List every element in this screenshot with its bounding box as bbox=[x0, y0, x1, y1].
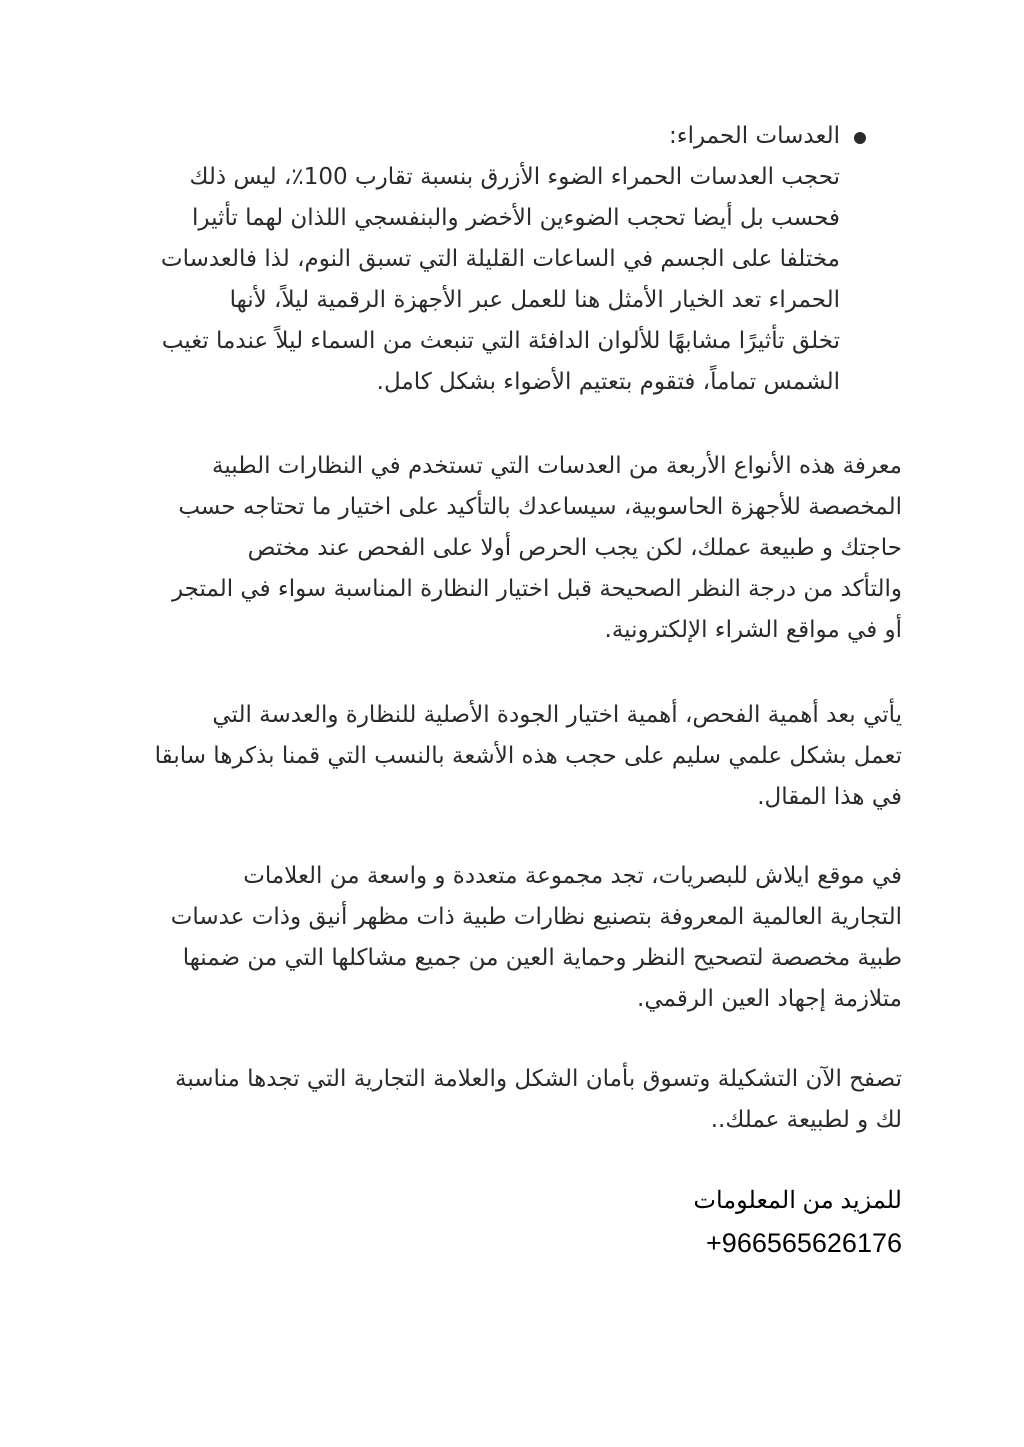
paragraph-line: المخصصة للأجهزة الحاسوبية، سيساعدك بالتأكيد على اختيار ما تحتاجه حسب bbox=[178, 494, 902, 520]
contact-phone[interactable]: +966565626176 bbox=[706, 1228, 902, 1258]
bullet-line: تخلق تأثيرًا مشابهًا للألوان الدافئة التي تنبعث من السماء ليلاً عندما تغيب bbox=[161, 328, 840, 354]
bullet-heading bbox=[120, 116, 840, 157]
paragraph-line: لك و لطبيعة عملك.. bbox=[710, 1107, 902, 1133]
paragraph-lens-types bbox=[102, 446, 902, 651]
bullet-line: تحجب العدسات الحمراء الضوء الأزرق بنسبة تقارب 100٪، ليس ذلك bbox=[189, 164, 840, 190]
paragraph-line: معرفة هذه الأنواع الأربعة من العدسات التي تستخدم في النظارات الطبية bbox=[212, 453, 902, 479]
paragraph-line: والتأكد من درجة النظر الصحيحة قبل اختيار النظارة المناسبة سواء في المتجر bbox=[171, 576, 902, 602]
paragraph-store bbox=[102, 856, 902, 1020]
bullet-line: الحمراء تعد الخيار الأمثل هنا للعمل عبر الأجهزة الرقمية ليلاً، لأنها bbox=[229, 287, 840, 313]
red-lenses-bullet bbox=[120, 116, 840, 403]
paragraph-line: يأتي بعد أهمية الفحص، أهمية اختيار الجودة الأصلية للنظارة والعدسة التي bbox=[212, 702, 902, 728]
paragraph-line: تصفح الآن التشكيلة وتسوق بأمان الشكل والعلامة التجارية التي تجدها مناسبة bbox=[175, 1066, 902, 1092]
bullet-line: فحسب بل أيضا تحجب الضوءين الأخضر والبنفسجي اللذان لهما تأثيرا bbox=[192, 205, 840, 231]
bullet-heading-text: العدسات الحمراء: bbox=[669, 123, 840, 149]
paragraph-shop-now bbox=[102, 1059, 902, 1141]
contact-label: للمزيد من المعلومات bbox=[693, 1187, 902, 1214]
contact-info bbox=[502, 1180, 902, 1264]
bullet-line: الشمس تماماً، فتقوم بتعتيم الأضواء بشكل كامل. bbox=[376, 369, 840, 395]
paragraph-line: تعمل بشكل علمي سليم على حجب هذه الأشعة بالنسب التي قمنا بذكرها سابقا bbox=[154, 743, 902, 769]
paragraph-line: في موقع ايلاش للبصريات، تجد مجموعة متعددة و واسعة من العلامات bbox=[243, 863, 902, 889]
bullet-dot-icon bbox=[854, 132, 866, 144]
paragraph-line: أو في مواقع الشراء الإلكترونية. bbox=[604, 617, 902, 643]
paragraph-line: طبية مخصصة لتصحيح النظر وحماية العين من جميع مشاكلها التي من ضمنها bbox=[182, 945, 902, 971]
paragraph-line: التجارية العالمية المعروفة بتصنيع نظارات طبية ذات مظهر أنيق وذات عدسات bbox=[170, 904, 902, 930]
bullet-line: مختلفا على الجسم في الساعات القليلة التي تسبق النوم، لذا فالعدسات bbox=[160, 246, 840, 272]
paragraph-line: في هذا المقال. bbox=[757, 784, 902, 810]
paragraph-quality bbox=[102, 695, 902, 818]
paragraph-line: حاجتك و طبيعة عملك، لكن يجب الحرص أولا على الفحص عند مختص bbox=[247, 535, 902, 561]
paragraph-line: متلازمة إجهاد العين الرقمي. bbox=[637, 986, 902, 1012]
